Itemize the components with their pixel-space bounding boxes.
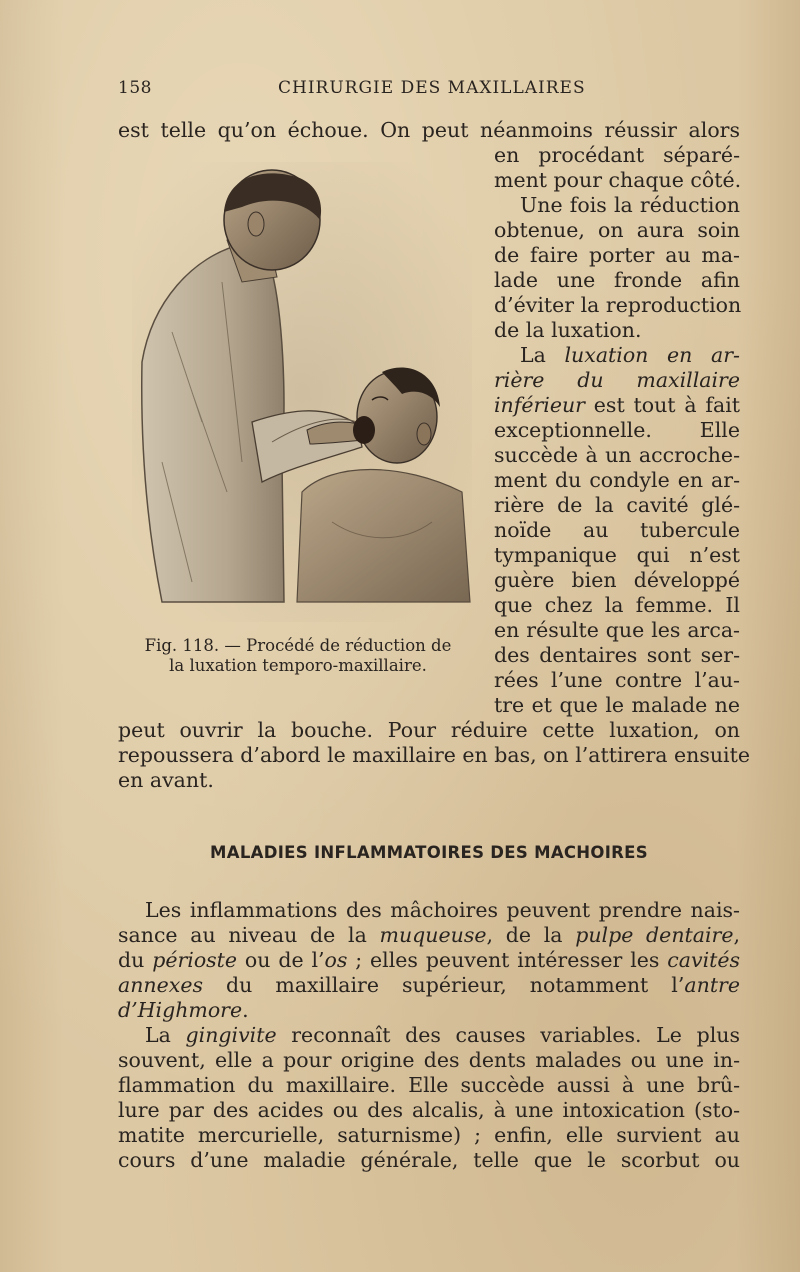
- text-line: Une fois la réduction: [520, 193, 740, 217]
- text-line: ment du condyle en ar-: [494, 468, 740, 492]
- text-line: de la luxation.: [494, 318, 642, 342]
- figure-caption: [118, 636, 478, 676]
- section-heading: MALADIES INFLAMMATOIRES DES MACHOIRES: [210, 843, 648, 862]
- text-line: ment pour chaque côté.: [494, 168, 742, 192]
- text-line: des dentaires sont ser-: [494, 643, 740, 667]
- illustration-surgeon-reduction-jaw-icon: [132, 162, 472, 622]
- text-line: tre et que le malade ne: [494, 693, 740, 717]
- page-number: 158: [118, 78, 152, 98]
- text-line: en procédant séparé-: [494, 143, 740, 167]
- text-line: en résulte que les arca-: [494, 618, 740, 642]
- text-line: matite mercurielle, saturnisme) ; enfin, elle survient au: [118, 1123, 740, 1147]
- text-line: d’Highmore.: [118, 998, 249, 1022]
- running-title: CHIRURGIE DES MAXILLAIRES: [278, 78, 586, 98]
- figure-caption-line: la luxation temporo-maxillaire.: [169, 656, 427, 675]
- text-line: rière du maxillaire: [494, 368, 740, 392]
- text-line: repoussera d’abord le maxillaire en bas, on l’attirera ensuite: [118, 743, 750, 767]
- text-line: lure par des acides ou des alcalis, à une intoxication (sto-: [118, 1098, 740, 1122]
- text-line: noïde au tubercule: [494, 518, 740, 542]
- text-line: La gingivite reconnaît des causes variables. Le plus: [145, 1023, 740, 1047]
- text-line: sance au niveau de la muqueuse, de la pulpe dentaire,: [118, 923, 740, 947]
- running-head: [118, 78, 740, 102]
- text-line: rière de la cavité glé-: [494, 493, 740, 517]
- text-line: cours d’une maladie générale, telle que le scorbut ou: [118, 1148, 740, 1172]
- text-line: en avant.: [118, 768, 214, 792]
- text-line: inférieur est tout à fait: [494, 393, 740, 417]
- text-line: Les inflammations des mâchoires peuvent prendre nais-: [145, 898, 740, 922]
- text-line: rées l’une contre l’au-: [494, 668, 740, 692]
- text-line: du périoste ou de l’os ; elles peuvent intéresser les cavités: [118, 948, 741, 972]
- text-line: lade une fronde afin: [494, 268, 740, 292]
- figure-caption-line: Fig. 118. — Procédé de réduction de: [144, 636, 452, 655]
- text-line: La luxation en ar-: [520, 343, 740, 367]
- text-line: peut ouvrir la bouche. Pour réduire cette luxation, on: [118, 718, 740, 742]
- text-line: d’éviter la reproduction: [494, 293, 742, 317]
- text-line: tympanique qui n’est: [494, 543, 740, 567]
- text-line: que chez la femme. Il: [494, 593, 740, 617]
- text-line: succède à un accroche-: [494, 443, 740, 467]
- text-line: est telle qu’on échoue. On peut néanmoins réussir alors: [118, 118, 740, 142]
- text-line: annexes du maxillaire supérieur, notamment l’antre: [118, 973, 740, 997]
- text-line: souvent, elle a pour origine des dents malades ou une in-: [118, 1048, 740, 1072]
- text-line: exceptionnelle. Elle: [494, 418, 740, 442]
- text-line: guère bien développé: [494, 568, 740, 592]
- text-line: obtenue, on aura soin: [494, 218, 740, 242]
- text-line: de faire porter au ma-: [494, 243, 740, 267]
- text-line: flammation du maxillaire. Elle succède aussi à une brû-: [118, 1073, 740, 1097]
